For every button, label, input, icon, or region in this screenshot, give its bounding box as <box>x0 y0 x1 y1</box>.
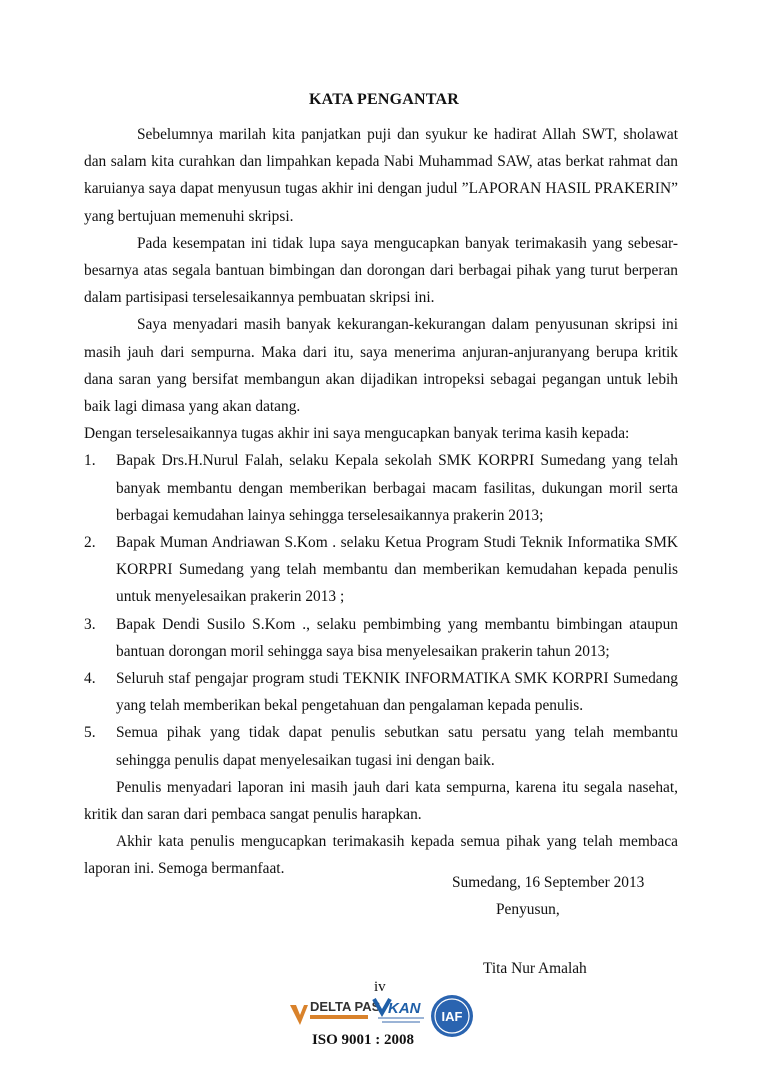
iaf-text: IAF <box>441 1009 463 1024</box>
list-text: Semua pihak yang tidak dapat penulis sebutkan satu persatu yang telah membantu sehingga penulis dapat menyelesaikan tugasi ini dengan baik. <box>116 724 678 769</box>
kan-text: KAN <box>388 1000 421 1017</box>
closing-paragraph-2: Akhir kata penulis mengucapkan terimakasih kepada semua pihak yang telah membaca laporan ini. Semoga bermanfaat. <box>84 833 678 878</box>
signer-name: Tita Nur Amalah <box>483 960 587 977</box>
list-item <box>84 611 678 665</box>
delta-pas-logo <box>288 993 381 1027</box>
signer-role: Penyusun, <box>496 901 560 918</box>
list-intro: Dengan terselesaikannya tugas akhir ini saya mengucapkan banyak terima kasih kepada: <box>84 425 630 443</box>
list-text: Bapak Dendi Susilo S.Kom ., selaku pembimbing yang membantu bimbingan ataupun bantuan dorongan moril sehingga saya bisa menyelesaikan prakerin tahun 2013; <box>116 615 678 660</box>
closing-paragraph-1: Penulis menyadari laporan ini masih jauh dari kata sempurna, karena itu segala nasehat, kritik dan saran dari pembaca sangat penulis harapkan. <box>84 778 678 824</box>
list-item <box>84 665 678 719</box>
kan-logo <box>372 993 430 1027</box>
list-number: 1. <box>84 452 96 470</box>
page-title: KATA PENGANTAR <box>309 91 459 108</box>
paragraph-3: Saya menyadari masih banyak kekurangan-kekurangan dalam penyusunan skripsi ini masih jauh dari sempurna. Maka dari itu, saya menerima anjuran-anjuranyang berupa kritik dana saran yang bersifat membangun akan dijadikan intropeksi sebagai pegangan untuk lebih baik lagi dimasa yang akan datang. <box>84 316 678 416</box>
paragraph-2: Pada kesempatan ini tidak lupa saya mengucapkan banyak terimakasih yang sebesar-besarnya atas segala bantuan bimbingan dan dorongan dari berbagai pihak yang turut berperan dalam partisipasi terselesaikannya pembuatan skripsi ini. <box>84 234 678 307</box>
list-number: 5. <box>84 724 96 742</box>
delta-underline <box>310 1015 368 1019</box>
list-text: Bapak Drs.H.Nurul Falah, selaku Kepala sekolah SMK KORPRI Sumedang yang telah banyak membantu dengan memberikan berbagai macam fasilitas, dukungan moril serta berbagai kemudahan lainya sehingga terselesaikannya prakerin 2013; <box>116 452 678 524</box>
list-number: 2. <box>84 534 96 552</box>
list-item <box>84 719 678 773</box>
list-text: Seluruh staf pengajar program studi TEKNIK INFORMATIKA SMK KORPRI Sumedang yang telah memberikan bekal pengetahuan dan pengalaman kepada penulis. <box>116 670 678 715</box>
page-number: iv <box>374 979 386 995</box>
thanks-list <box>84 447 678 773</box>
document-body <box>84 121 678 883</box>
list-item <box>84 447 678 529</box>
paragraph-1: Sebelumnya marilah kita panjatkan puji dan syukur ke hadirat Allah SWT, sholawat dan salam kita curahkan dan limpahkan kepada Nabi Muhammad SAW, atas berkat rahmat dan karuianya saya dapat menyusun tugas akhir ini dengan judul ”LAPORAN HASIL PRAKERIN” yang bertujuan memenuhi skripsi. <box>84 126 678 225</box>
list-item <box>84 529 678 611</box>
list-number: 3. <box>84 615 96 633</box>
iso-certification: ISO 9001 : 2008 <box>311 1032 415 1048</box>
list-number: 4. <box>84 670 96 688</box>
delta-pas-text: DELTA PAS <box>310 999 381 1014</box>
list-text: Bapak Muman Andriawan S.Kom . selaku Ketua Program Studi Teknik Informatika SMK KORPRI Sumedang yang telah membantu dan memberikan kemudahan kepada penulis untuk menyelesaikan prakerin 2013 ; <box>116 534 678 606</box>
place-date: Sumedang, 16 September 2013 <box>452 874 645 891</box>
